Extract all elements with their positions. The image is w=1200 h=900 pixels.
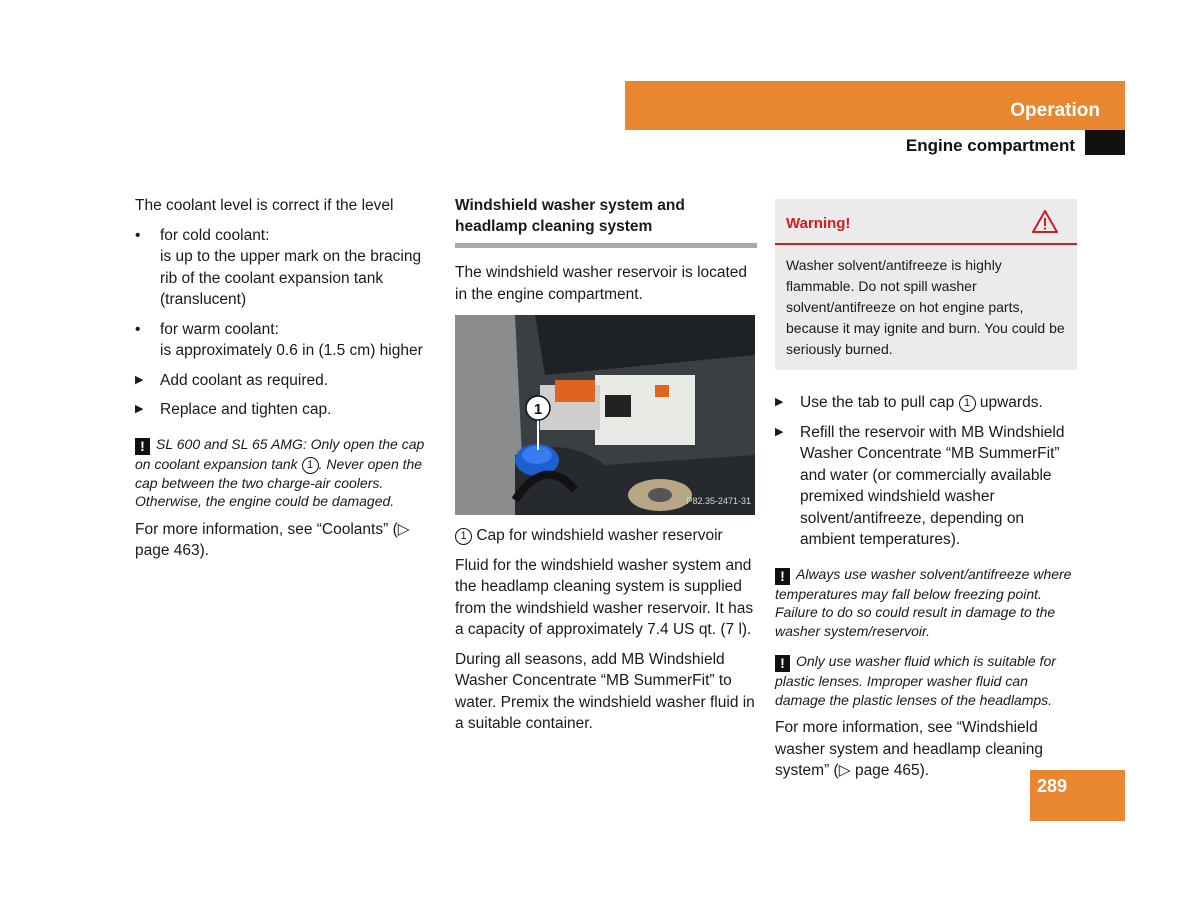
callout-circle: 1	[302, 457, 319, 474]
step-arrow-icon: ▶	[135, 403, 144, 415]
section-header-bar	[625, 81, 1125, 130]
fluid-capacity-paragraph: Fluid for the windshield washer system and the headlamp cleaning system is supplied from the windshield washer reservoir. It has a capacity of approximately 7.4 US qt. (7 l).	[455, 556, 754, 638]
photo-code: P82.35-2471-31	[686, 495, 751, 506]
warning-box	[775, 199, 1077, 370]
step-item	[775, 392, 1077, 414]
antifreeze-note: Always use washer solvent/antifreeze where temperatures may fall below freezing point. Failure to do so could result in damage to the washer system/reservoir.	[775, 565, 1072, 639]
warm-coolant-label: for warm coolant:	[160, 320, 279, 338]
warm-coolant-text: is approximately 0.6 in (1.5 cm) higher	[160, 342, 423, 359]
warning-title: Warning!	[786, 215, 851, 232]
caution-note	[775, 652, 1077, 709]
step-item	[135, 370, 440, 392]
bullet-dot-icon: •	[135, 320, 141, 338]
plastic-lens-note: Only use washer fluid which is suitable for plastic lenses. Improper washer fluid can damage the plastic lenses of the headlamps.	[775, 653, 1056, 708]
exclamation-icon: !	[775, 568, 790, 585]
photo-caption	[455, 525, 757, 547]
list-item	[135, 319, 440, 362]
reservoir-location: The windshield washer reservoir is located in the engine compartment.	[455, 264, 748, 303]
step-pull-cap-b: upwards.	[979, 394, 1043, 411]
step-item	[135, 399, 440, 421]
step-arrow-icon: ▶	[775, 425, 784, 438]
washer-reference: For more information, see “Windshield washer system and headlamp cleaning system” (▷ page 465).	[775, 719, 1043, 779]
callout-circle: 1	[455, 528, 472, 545]
note-text-a: SL 600 and SL 65 AMG: Only open the cap on coolant expansion tank	[135, 435, 425, 472]
page-number: 289	[1037, 776, 1068, 796]
step-pull-cap-a: Use the tab to pull cap	[800, 394, 955, 411]
section-heading: Windshield washer system and headlamp cleaning system	[455, 197, 685, 235]
section-title: Operation	[1010, 100, 1100, 121]
column-left	[135, 195, 440, 570]
caution-note	[135, 435, 440, 511]
engine-compartment-photo	[455, 315, 755, 515]
list-item	[135, 225, 440, 311]
column-right	[775, 195, 1077, 790]
step-item	[775, 422, 1077, 551]
step-arrow-icon: ▶	[135, 373, 144, 386]
header-marker-block	[1085, 130, 1125, 155]
page-number-box	[1030, 770, 1125, 821]
subsection-title: Engine compartment	[905, 136, 1075, 155]
step-refill: Refill the reservoir with MB Windshield Washer Concentrate “MB SummerFit” and water (or commercially available premixed windshield washer solvent/antifreeze, depending on ambient temperatures).	[800, 423, 1065, 548]
caution-note	[775, 565, 1077, 641]
photo-callout-number: 1	[533, 401, 543, 418]
cold-coolant-label: for cold coolant:	[160, 226, 270, 244]
coolant-intro: The coolant level is correct if the level	[135, 197, 394, 214]
exclamation-icon: !	[135, 438, 150, 455]
column-middle	[455, 195, 757, 743]
warning-triangle-icon	[1031, 209, 1059, 234]
exclamation-icon: !	[775, 655, 790, 672]
warning-header	[775, 199, 1077, 245]
step-arrow-icon: ▶	[775, 396, 784, 408]
step-replace-cap: Replace and tighten cap.	[160, 401, 332, 418]
warning-body: Washer solvent/antifreeze is highly flammable. Do not spill washer solvent/antifreeze on hot engine parts, because it may ignite and burn. You could be seriously burned.	[786, 257, 1065, 357]
caption-text: Cap for windshield washer reservoir	[476, 527, 723, 544]
bullet-dot-icon: •	[135, 226, 141, 244]
cold-coolant-text: is up to the upper mark on the bracing rib of the coolant expansion tank (translucent)	[160, 248, 422, 308]
engine-photo-illustration	[455, 315, 755, 515]
note-text-b: . Never open the cap between the two charge-air coolers. Otherwise, the engine could be damaged.	[135, 455, 423, 509]
callout-circle: 1	[959, 395, 976, 412]
heading-rule	[455, 243, 757, 248]
all-seasons-paragraph: During all seasons, add MB Windshield Washer Concentrate “MB SummerFit” to water. Premix the windshield washer fluid in a suitable container.	[455, 650, 755, 732]
step-add-coolant: Add coolant as required.	[160, 371, 329, 389]
coolants-reference: For more information, see “Coolants” (▷ page 463).	[135, 520, 410, 559]
